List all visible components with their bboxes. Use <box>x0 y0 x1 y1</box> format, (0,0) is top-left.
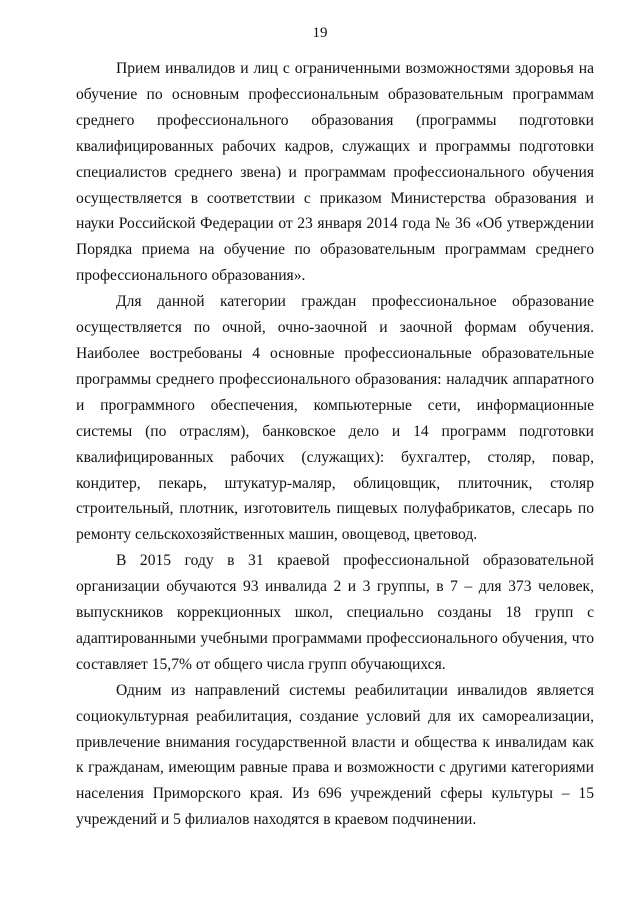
paragraph-sociocultural-rehabilitation: Одним из направлений системы реабилитации инвалидов является социокультурная реабилитация, создание условий для их самореализации, привлечение внимания государственной власти и общества к инвалидам как к гражданам, имеющим равные права и возможности с другими категориями населения Приморского края. Из 696 учреждений сферы культуры – 15 учреждений и 5 филиалов находятся в краевом подчинении. <box>76 681 594 829</box>
body-text <box>76 56 594 833</box>
paragraph-education-forms: Для данной категории граждан профессиональное образование осуществляется по очной, очно-заочной и заочной формам обучения. Наиболее востребованы 4 основные профессиональные образовательные программы среднего профессионального образования: наладчик аппаратного и программного обеспечения, компьютерные сети, информационные системы (по отраслям), банковское дело и 14 программ подготовки квалифицированных рабочих (служащих): бухгалтер, столяр, повар, кондитер, пекарь, штукатур-маляр, облицовщик, плиточник, столяр строительный, плотник, изготовитель пищевых полуфабрикатов, слесарь по ремонту сельскохозяйственных машин, овощевод, цветовод. <box>76 293 594 544</box>
page-number: 19 <box>312 25 328 41</box>
paragraph-statistics-2015: В 2015 году в 31 краевой профессиональной образовательной организации обучаются 93 инвалида 2 и 3 группы, в 7 – для 373 человек, выпускников коррекционных школ, специально созданы 18 групп с адаптированными учебными программами профессионального обучения, что составляет 15,7% от общего числа групп обучающихся. <box>76 552 594 673</box>
paragraph-admission: Прием инвалидов и лиц с ограниченными возможностями здоровья на обучение по основным профессиональным образовательным программам среднего профессионального образования (программы подготовки квалифицированных рабочих кадров, служащих и программы подготовки специалистов среднего звена) и программам профессионального обучения осуществляется в соответствии с приказом Министерства образования и науки Российской Федерации от 23 января 2014 года № 36 «Об утверждении Порядка приема на обучение по образовательным программам среднего профессионального образования». <box>76 60 594 285</box>
